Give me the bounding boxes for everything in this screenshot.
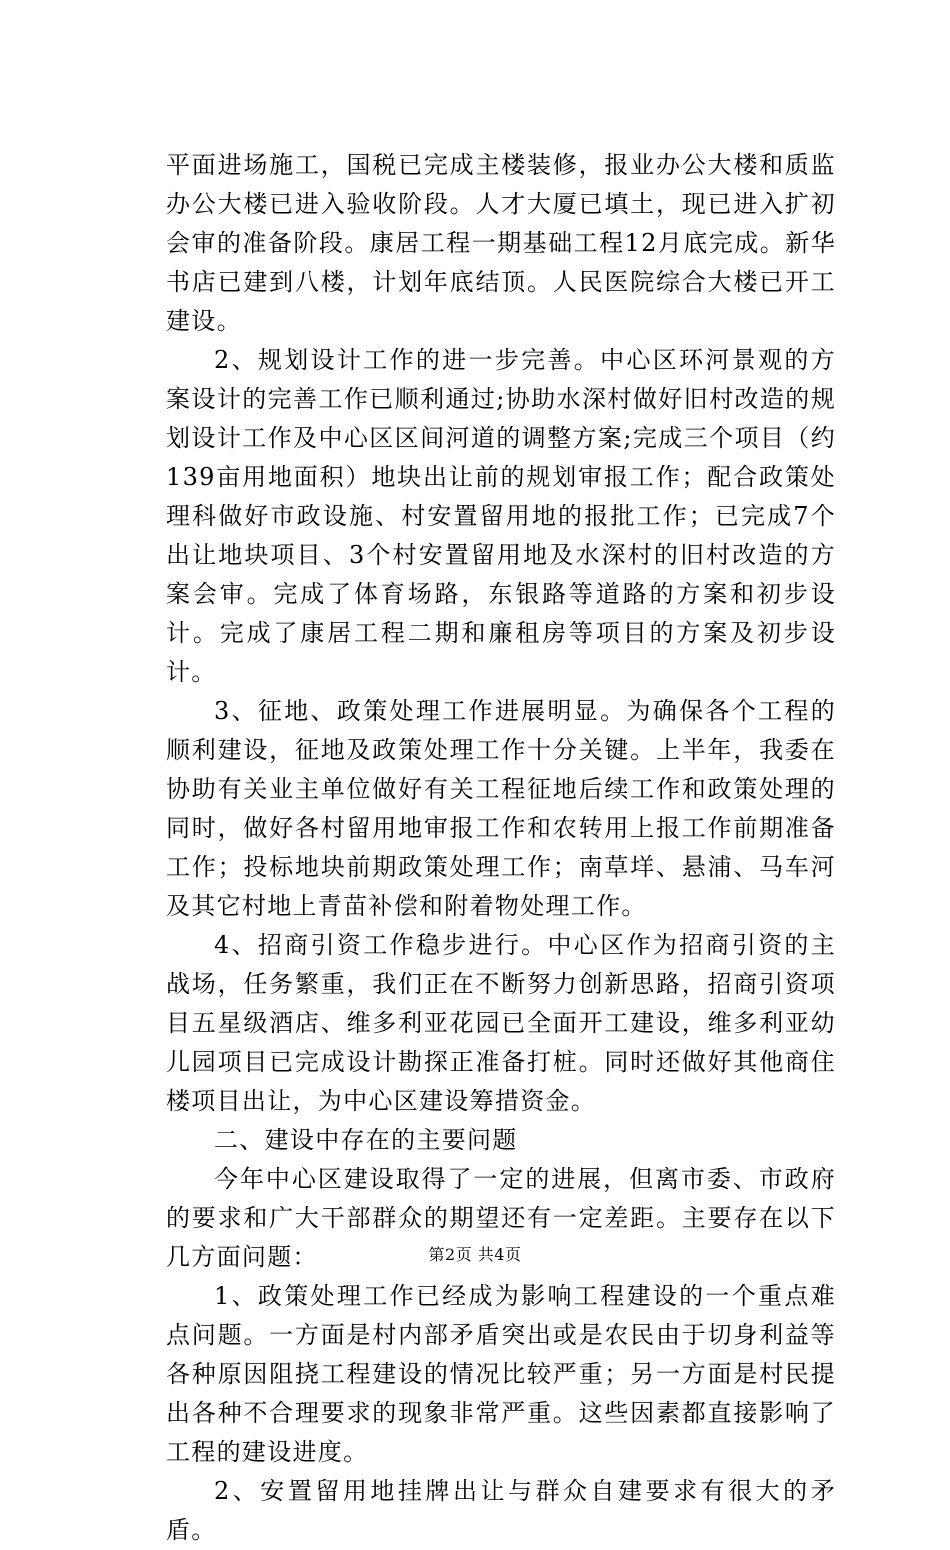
paragraph-progress-continued: 平面进场施工，国税已完成主楼装修，报业办公大楼和质监办公大楼已进入验收阶段。人才大厦已填土，现已进入扩初会审的准备阶段。康居工程一期基础工程12月底完成。新华书店已建到八楼，计划年底结顶。人民医院综合大楼已开工建设。: [166, 151, 836, 335]
paragraph-land-policy: 3、征地、政策处理工作进展明显。为确保各个工程的顺利建设，征地及政策处理工作十分关键。上半年，我委在协助有关业主单位做好有关工程征地后续工作和政策处理的同时，做好各村留用地审报工作和农转用上报工作前期准备工作；投标地块前期政策处理工作；南草垟、悬浦、马车河及其它村地上青苗补偿和附着物处理工作。: [166, 697, 836, 920]
paragraph-problem-2: 2、安置留用地挂牌出让与群众自建要求有很大的矛盾。: [166, 1477, 836, 1544]
paragraph-planning-design: 2、规划设计工作的进一步完善。中心区环河景观的方案设计的完善工作已顺利通过;协助水深村做好旧村改造的规划设计工作及中心区区间河道的调整方案;完成三个项目（约139亩用地面积）地块出让前的规划审报工作；配合政策处理科做好市政设施、村安置留用地的报批工作；已完成7个出让地块项目、3个村安置留用地及水深村的旧村改造的方案会审。完成了体育场路，东银路等道路的方案和初步设计。完成了康居工程二期和廉租房等项目的方案及初步设计。: [166, 346, 836, 686]
paragraph-investment: 4、招商引资工作稳步进行。中心区作为招商引资的主战场，任务繁重，我们正在不断努力创新思路，招商引资项目五星级酒店、维多利亚花园已全面开工建设，维多利亚幼儿园项目已完成设计勘探正准备打桩。同时还做好其他商住楼项目出让，为中心区建设筹措资金。: [166, 931, 836, 1115]
section-heading-problems: 二、建设中存在的主要问题: [214, 1126, 518, 1154]
paragraph-problem-1: 1、政策处理工作已经成为影响工程建设的一个重点难点问题。一方面是村内部矛盾突出或是农民由于切身利益等各种原因阻挠工程建设的情况比较严重；另一方面是村民提出各种不合理要求的现象非常严重。这些因素都直接影响了工程的建设进度。: [166, 1282, 836, 1466]
document-body: [166, 146, 836, 1550]
page-number-footer: 第2页 共4页: [428, 1245, 522, 1264]
paragraph-problems-intro: 今年中心区建设取得了一定的进展，但离市委、市政府的要求和广大干部群众的期望还有一定差距。主要存在以下几方面问题：: [166, 1165, 836, 1271]
